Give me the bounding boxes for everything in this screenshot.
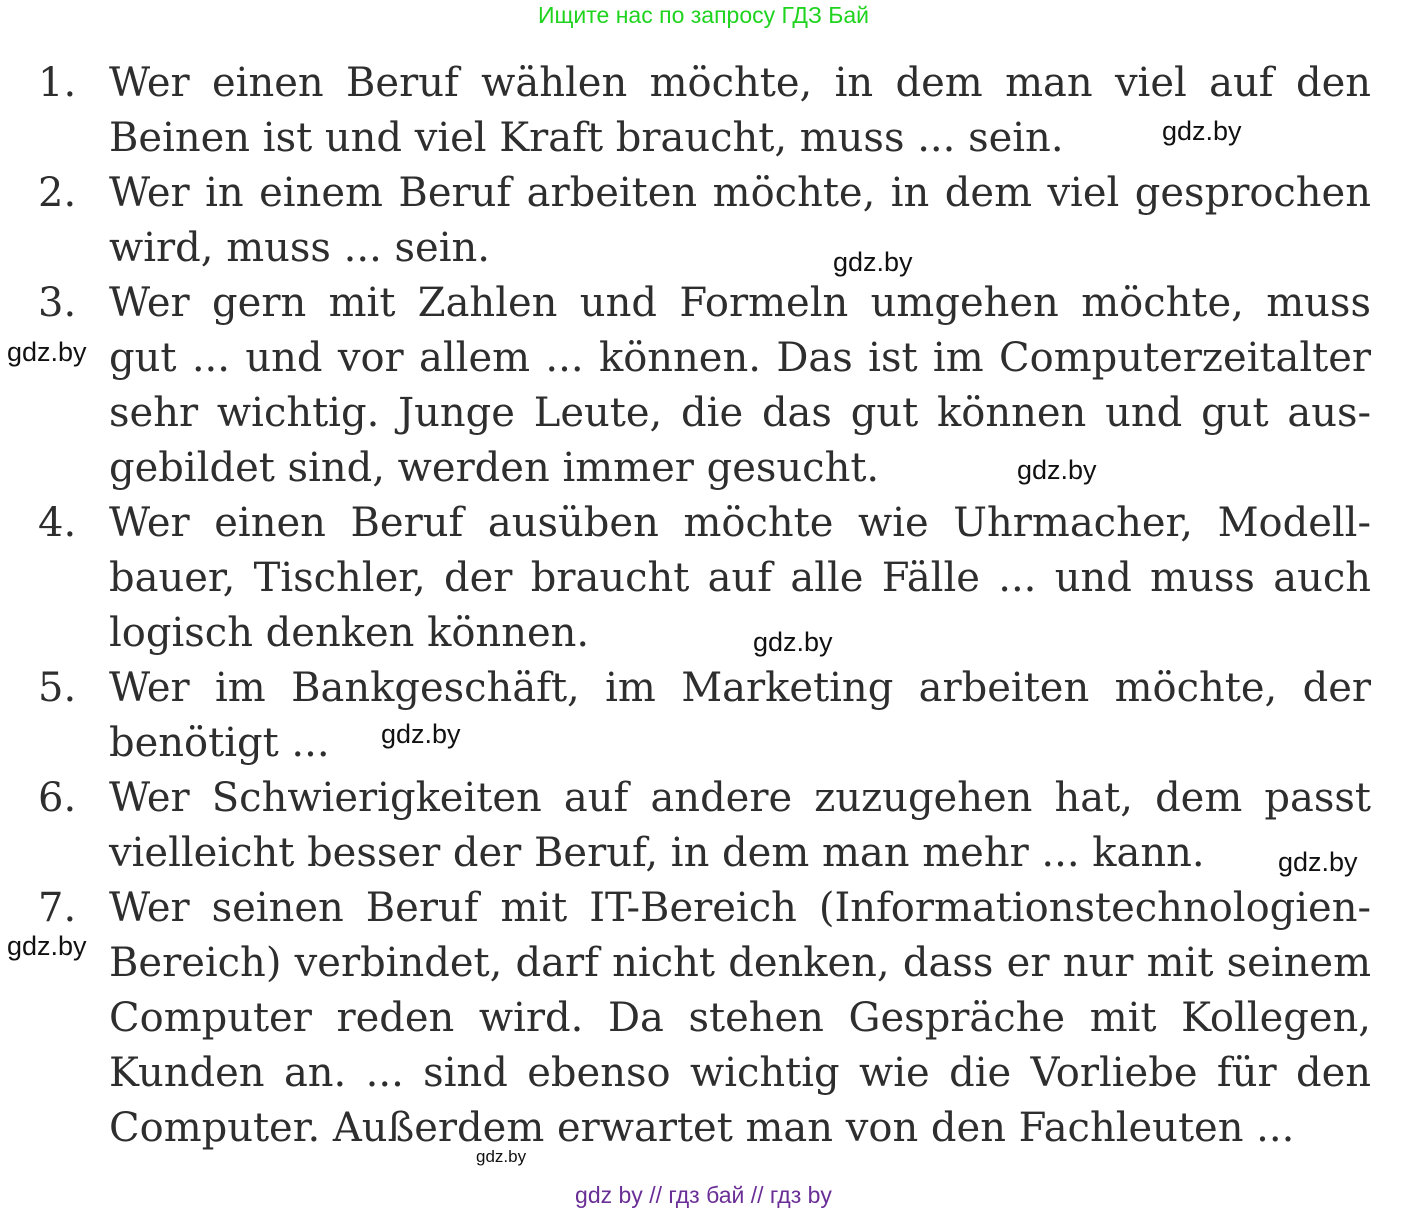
text-line: gebildet sind, werden immer gesucht. (109, 445, 880, 491)
text-line: Kunden an. ... sind ebenso wichtig wie die Vorliebe für den (109, 1050, 1371, 1096)
text-line: Wer im Bankgeschäft, im Marketing arbeiten möchte, der (109, 665, 1371, 711)
watermark: gdz.by (753, 627, 833, 657)
footer-watermark: gdz by // гдз бай // гдз by (575, 1182, 832, 1208)
text-line: bauer, Tischler, der braucht auf alle Fälle ... und muss auch (109, 555, 1371, 601)
watermark: gdz.by (1017, 455, 1097, 485)
text-line: wird, muss ... sein. (109, 225, 490, 271)
text-line: Beinen ist und viel Kraft braucht, muss ... sein. (109, 115, 1064, 161)
item-text (109, 276, 1371, 496)
item-number: 6. (38, 775, 77, 821)
text-line: gut ... und vor allem ... können. Das ist im Computerzeitalter (109, 335, 1371, 381)
text-line: sehr wichtig. Junge Leute, die das gut können und gut aus- (109, 390, 1371, 436)
text-line: Computer reden wird. Da stehen Gespräche mit Kollegen, (109, 995, 1371, 1041)
text-line: Wer einen Beruf ausüben möchte wie Uhrmacher, Modell- (109, 500, 1371, 546)
text-line: Wer Schwierigkeiten auf andere zuzugehen hat, dem passt (109, 775, 1371, 821)
text-line: vielleicht besser der Beruf, in dem man mehr ... kann. (109, 830, 1205, 876)
item-number: 2. (38, 170, 77, 216)
item-text (109, 771, 1371, 881)
item-number: 5. (38, 665, 77, 711)
item-text (109, 881, 1371, 1156)
item-number: 7. (38, 885, 77, 931)
item-text (109, 166, 1371, 276)
watermark: gdz.by (1162, 116, 1242, 146)
text-line: Wer gern mit Zahlen und Formeln umgehen möchte, muss (109, 280, 1371, 326)
text-line: benötigt ... (109, 720, 330, 766)
text-line: Bereich) verbindet, darf nicht denken, dass er nur mit seinem (109, 940, 1371, 986)
watermark: gdz.by (7, 931, 87, 961)
item-number: 4. (38, 500, 77, 546)
top-banner: Ищите нас по запросу ГДЗ Бай (537, 2, 870, 28)
item-number: 1. (38, 60, 77, 106)
text-line: Wer einen Beruf wählen möchte, in dem man viel auf den (109, 60, 1371, 106)
watermark: gdz.by (1278, 847, 1358, 877)
item-number: 3. (38, 280, 77, 326)
item-text (109, 496, 1371, 661)
text-line: Computer. Außerdem erwartet man von den Fachleuten ... (109, 1105, 1295, 1151)
watermark: gdz.by (833, 247, 913, 277)
watermark: gdz.by (7, 337, 87, 367)
watermark: gdz.by (476, 1147, 527, 1166)
item-text (109, 56, 1371, 166)
text-line: Wer in einem Beruf arbeiten möchte, in dem viel gesprochen (109, 170, 1371, 216)
item-text (109, 661, 1371, 771)
text-line: logisch denken können. (109, 610, 590, 656)
text-line: Wer seinen Beruf mit IT-Bereich (Informationstechnologien- (109, 885, 1371, 931)
watermark: gdz.by (381, 719, 461, 749)
